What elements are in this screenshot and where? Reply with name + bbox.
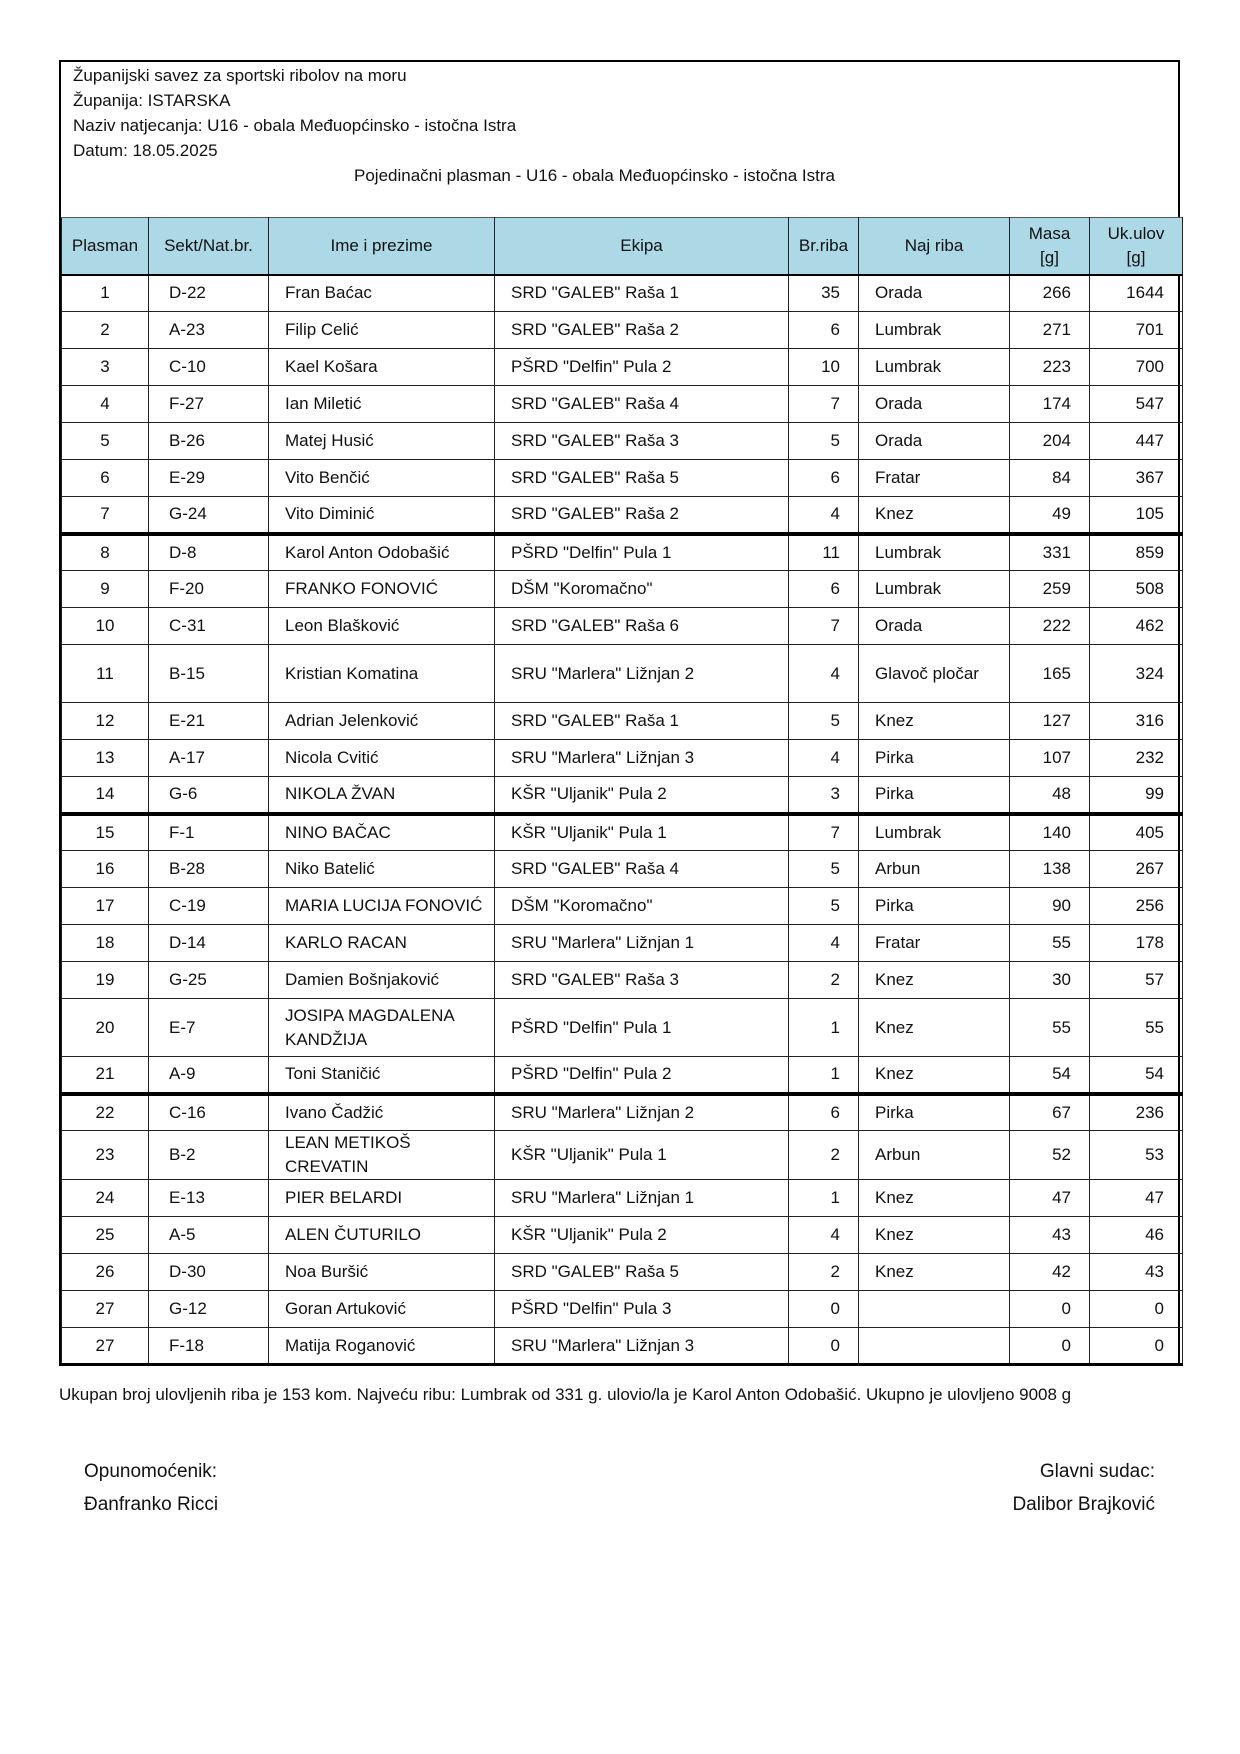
rank-cell: 24 [62, 1180, 149, 1217]
sector-cell: C-16 [149, 1094, 269, 1131]
competitor-name-cell: LEAN METIKOŠ CREVATIN [269, 1131, 495, 1180]
competitor-name-cell: Kristian Komatina [269, 645, 495, 703]
biggest-fish-cell: Knez [859, 1217, 1010, 1254]
team-cell: KŠR "Uljanik" Pula 1 [495, 814, 789, 851]
results-table-body [62, 275, 1183, 1365]
sector-cell: F-20 [149, 571, 269, 608]
total-catch-cell: 105 [1090, 497, 1183, 534]
sector-cell: D-22 [149, 275, 269, 312]
rank-cell: 23 [62, 1131, 149, 1180]
fish-count-cell: 6 [789, 571, 859, 608]
biggest-fish-cell [859, 1328, 1010, 1365]
fish-count-cell: 1 [789, 1057, 859, 1094]
fish-mass-cell: 223 [1010, 349, 1090, 386]
column-header-uk-ulov: Uk.ulov [g] [1090, 218, 1183, 275]
competitor-name-cell: Matej Husić [269, 423, 495, 460]
team-cell: KŠR "Uljanik" Pula 2 [495, 777, 789, 814]
team-cell: KŠR "Uljanik" Pula 2 [495, 1217, 789, 1254]
fish-count-cell: 4 [789, 1217, 859, 1254]
total-catch-cell: 700 [1090, 349, 1183, 386]
rank-cell: 17 [62, 888, 149, 925]
team-cell: SRU "Marlera" Ližnjan 3 [495, 740, 789, 777]
sector-cell: A-5 [149, 1217, 269, 1254]
organization-name: Županijski savez za sportski ribolov na moru [73, 66, 407, 85]
table-row [62, 423, 1183, 460]
summary-text: Ukupan broj ulovljenih riba je 153 kom. Najveću ribu: Lumbrak od 331 g. ulovio/la je Karol Anton Odobašić. Ukupno je ulovljeno 9008 g [59, 1385, 1072, 1404]
signature-authorized [84, 1460, 218, 1517]
rank-cell: 19 [62, 962, 149, 999]
head-judge-role-label: Glavni sudac: [1039, 1461, 1155, 1482]
rank-cell: 11 [62, 645, 149, 703]
sector-cell: C-19 [149, 888, 269, 925]
table-row [62, 962, 1183, 999]
competitor-name-cell: Niko Batelić [269, 851, 495, 888]
fish-mass-cell: 127 [1010, 703, 1090, 740]
table-row [62, 1291, 1183, 1328]
team-cell: SRD "GALEB" Raša 4 [495, 386, 789, 423]
biggest-fish-cell: Orada [859, 608, 1010, 645]
fish-count-cell: 10 [789, 349, 859, 386]
fish-count-cell: 5 [789, 888, 859, 925]
fish-mass-cell: 0 [1010, 1328, 1090, 1365]
total-catch-cell: 547 [1090, 386, 1183, 423]
total-catch-cell: 316 [1090, 703, 1183, 740]
biggest-fish-cell: Knez [859, 703, 1010, 740]
sector-cell: D-14 [149, 925, 269, 962]
fish-mass-cell: 107 [1010, 740, 1090, 777]
biggest-fish-cell: Pirka [859, 740, 1010, 777]
biggest-fish-cell: Knez [859, 999, 1010, 1057]
fish-mass-cell: 204 [1010, 423, 1090, 460]
fish-mass-cell: 138 [1010, 851, 1090, 888]
competitor-name-cell: Vito Diminić [269, 497, 495, 534]
fish-mass-cell: 43 [1010, 1217, 1090, 1254]
total-catch-cell: 0 [1090, 1291, 1183, 1328]
team-cell: DŠM "Koromačno" [495, 888, 789, 925]
total-catch-cell: 46 [1090, 1217, 1183, 1254]
rank-cell: 27 [62, 1291, 149, 1328]
table-row [62, 645, 1183, 703]
fish-mass-cell: 165 [1010, 645, 1090, 703]
fish-count-cell: 6 [789, 1094, 859, 1131]
rank-cell: 20 [62, 999, 149, 1057]
rank-cell: 16 [62, 851, 149, 888]
biggest-fish-cell: Glavoč pločar [859, 645, 1010, 703]
sector-cell: G-12 [149, 1291, 269, 1328]
biggest-fish-cell: Knez [859, 1254, 1010, 1291]
total-catch-cell: 47 [1090, 1180, 1183, 1217]
biggest-fish-cell [859, 1291, 1010, 1328]
biggest-fish-cell: Knez [859, 1180, 1010, 1217]
rank-cell: 14 [62, 777, 149, 814]
team-cell: PŠRD "Delfin" Pula 1 [495, 999, 789, 1057]
authorized-person-name: Đanfranko Ricci [84, 1494, 219, 1515]
signature-head-judge [1012, 1460, 1155, 1517]
column-header-naj-riba: Naj riba [859, 218, 1010, 275]
rank-cell: 3 [62, 349, 149, 386]
sector-cell: D-30 [149, 1254, 269, 1291]
fish-mass-cell: 259 [1010, 571, 1090, 608]
rank-cell: 22 [62, 1094, 149, 1131]
fish-count-cell: 6 [789, 312, 859, 349]
rank-cell: 26 [62, 1254, 149, 1291]
competitor-name-cell: KARLO RACAN [269, 925, 495, 962]
sector-cell: F-27 [149, 386, 269, 423]
sector-cell: G-25 [149, 962, 269, 999]
table-row [62, 851, 1183, 888]
sector-cell: B-15 [149, 645, 269, 703]
table-row [62, 925, 1183, 962]
competitor-name-cell: Matija Roganović [269, 1328, 495, 1365]
fish-count-cell: 7 [789, 814, 859, 851]
rank-cell: 15 [62, 814, 149, 851]
fish-mass-cell: 49 [1010, 497, 1090, 534]
biggest-fish-cell: Pirka [859, 1094, 1010, 1131]
fish-mass-cell: 84 [1010, 460, 1090, 497]
total-catch-cell: 178 [1090, 925, 1183, 962]
team-cell: SRU "Marlera" Ližnjan 2 [495, 1094, 789, 1131]
total-catch-cell: 1644 [1090, 275, 1183, 312]
table-row [62, 1254, 1183, 1291]
competitor-name-cell: Damien Bošnjaković [269, 962, 495, 999]
fish-mass-cell: 266 [1010, 275, 1090, 312]
rank-cell: 25 [62, 1217, 149, 1254]
sector-cell: B-2 [149, 1131, 269, 1180]
competitor-name-cell: Ian Miletić [269, 386, 495, 423]
competitor-name-cell: Leon Blašković [269, 608, 495, 645]
team-cell: SRD "GALEB" Raša 1 [495, 703, 789, 740]
team-cell: PŠRD "Delfin" Pula 1 [495, 534, 789, 571]
table-row [62, 814, 1183, 851]
rank-cell: 13 [62, 740, 149, 777]
table-row [62, 888, 1183, 925]
results-table [61, 217, 1183, 1366]
fish-mass-cell: 54 [1010, 1057, 1090, 1094]
rank-cell: 8 [62, 534, 149, 571]
rank-cell: 2 [62, 312, 149, 349]
table-row [62, 275, 1183, 312]
rank-cell: 1 [62, 275, 149, 312]
fish-mass-cell: 174 [1010, 386, 1090, 423]
fish-count-cell: 7 [789, 386, 859, 423]
biggest-fish-cell: Lumbrak [859, 571, 1010, 608]
fish-count-cell: 2 [789, 1254, 859, 1291]
rank-cell: 21 [62, 1057, 149, 1094]
competitor-name-cell: ALEN ČUTURILO [269, 1217, 495, 1254]
biggest-fish-cell: Orada [859, 423, 1010, 460]
biggest-fish-cell: Lumbrak [859, 814, 1010, 851]
competition-name: Naziv natjecanja: U16 - obala Međuopćinsko - istočna Istra [73, 116, 517, 135]
rank-cell: 7 [62, 497, 149, 534]
sector-cell: F-18 [149, 1328, 269, 1365]
fish-count-cell: 5 [789, 423, 859, 460]
team-cell: SRU "Marlera" Ližnjan 1 [495, 1180, 789, 1217]
fish-mass-cell: 0 [1010, 1291, 1090, 1328]
competitor-name-cell: Fran Baćac [269, 275, 495, 312]
competitor-name-cell: JOSIPA MAGDALENA KANDŽIJA [269, 999, 495, 1057]
total-catch-cell: 508 [1090, 571, 1183, 608]
team-cell: DŠM "Koromačno" [495, 571, 789, 608]
fish-mass-cell: 67 [1010, 1094, 1090, 1131]
sector-cell: A-23 [149, 312, 269, 349]
total-catch-cell: 447 [1090, 423, 1183, 460]
total-catch-cell: 55 [1090, 999, 1183, 1057]
fish-mass-cell: 48 [1010, 777, 1090, 814]
fish-mass-cell: 222 [1010, 608, 1090, 645]
sector-cell: G-24 [149, 497, 269, 534]
fish-count-cell: 7 [789, 608, 859, 645]
total-catch-cell: 57 [1090, 962, 1183, 999]
sector-cell: A-9 [149, 1057, 269, 1094]
fish-count-cell: 1 [789, 999, 859, 1057]
table-row [62, 386, 1183, 423]
team-cell: SRD "GALEB" Raša 2 [495, 312, 789, 349]
team-cell: KŠR "Uljanik" Pula 1 [495, 1131, 789, 1180]
table-row [62, 460, 1183, 497]
table-row [62, 740, 1183, 777]
total-catch-cell: 236 [1090, 1094, 1183, 1131]
biggest-fish-cell: Arbun [859, 851, 1010, 888]
competitor-name-cell: Filip Celić [269, 312, 495, 349]
fish-mass-cell: 331 [1010, 534, 1090, 571]
fish-mass-cell: 90 [1010, 888, 1090, 925]
total-catch-cell: 267 [1090, 851, 1183, 888]
table-row [62, 1131, 1183, 1180]
rank-cell: 9 [62, 571, 149, 608]
column-header-br-riba: Br.riba [789, 218, 859, 275]
table-row [62, 312, 1183, 349]
team-cell: SRD "GALEB" Raša 3 [495, 962, 789, 999]
authorized-role-label: Opunomoćenik: [84, 1461, 218, 1482]
biggest-fish-cell: Fratar [859, 925, 1010, 962]
total-catch-cell: 0 [1090, 1328, 1183, 1365]
team-cell: SRD "GALEB" Raša 5 [495, 1254, 789, 1291]
fish-mass-cell: 42 [1010, 1254, 1090, 1291]
competitor-name-cell: NIKOLA ŽVAN [269, 777, 495, 814]
biggest-fish-cell: Knez [859, 497, 1010, 534]
document-header [61, 62, 1178, 217]
table-row [62, 571, 1183, 608]
team-cell: SRU "Marlera" Ližnjan 1 [495, 925, 789, 962]
fish-count-cell: 5 [789, 703, 859, 740]
rank-cell: 12 [62, 703, 149, 740]
competitor-name-cell: Karol Anton Odobašić [269, 534, 495, 571]
team-cell: SRD "GALEB" Raša 4 [495, 851, 789, 888]
fish-count-cell: 3 [789, 777, 859, 814]
table-row [62, 1217, 1183, 1254]
total-catch-cell: 701 [1090, 312, 1183, 349]
total-catch-cell: 54 [1090, 1057, 1183, 1094]
competitor-name-cell: Nicola Cvitić [269, 740, 495, 777]
fish-count-cell: 4 [789, 740, 859, 777]
county-line: Županija: ISTARSKA [73, 91, 231, 110]
competitor-name-cell: PIER BELARDI [269, 1180, 495, 1217]
fish-count-cell: 4 [789, 497, 859, 534]
biggest-fish-cell: Fratar [859, 460, 1010, 497]
table-row [62, 1180, 1183, 1217]
team-cell: SRU "Marlera" Ližnjan 2 [495, 645, 789, 703]
competitor-name-cell: Kael Košara [269, 349, 495, 386]
fish-count-cell: 35 [789, 275, 859, 312]
fish-count-cell: 4 [789, 925, 859, 962]
fish-mass-cell: 47 [1010, 1180, 1090, 1217]
biggest-fish-cell: Orada [859, 275, 1010, 312]
table-row [62, 534, 1183, 571]
biggest-fish-cell: Lumbrak [859, 349, 1010, 386]
table-row [62, 777, 1183, 814]
table-row [62, 703, 1183, 740]
fish-mass-cell: 271 [1010, 312, 1090, 349]
sector-cell: E-21 [149, 703, 269, 740]
competitor-name-cell: Toni Staničić [269, 1057, 495, 1094]
fish-mass-cell: 55 [1010, 925, 1090, 962]
total-catch-cell: 462 [1090, 608, 1183, 645]
team-cell: SRD "GALEB" Raša 3 [495, 423, 789, 460]
sector-cell: C-10 [149, 349, 269, 386]
column-header-ekipa: Ekipa [495, 218, 789, 275]
biggest-fish-cell: Lumbrak [859, 534, 1010, 571]
total-catch-cell: 232 [1090, 740, 1183, 777]
total-catch-cell: 43 [1090, 1254, 1183, 1291]
competitor-name-cell: NINO BAČAC [269, 814, 495, 851]
table-row [62, 1094, 1183, 1131]
competitor-name-cell: Ivano Čadžić [269, 1094, 495, 1131]
column-header-sekt: Sekt/Nat.br. [149, 218, 269, 275]
fish-count-cell: 5 [789, 851, 859, 888]
head-judge-name: Dalibor Brajković [1012, 1494, 1155, 1515]
total-catch-cell: 99 [1090, 777, 1183, 814]
biggest-fish-cell: Knez [859, 962, 1010, 999]
fish-count-cell: 0 [789, 1328, 859, 1365]
team-cell: PŠRD "Delfin" Pula 2 [495, 1057, 789, 1094]
sector-cell: C-31 [149, 608, 269, 645]
fish-mass-cell: 55 [1010, 999, 1090, 1057]
sector-cell: E-13 [149, 1180, 269, 1217]
competitor-name-cell: Goran Artuković [269, 1291, 495, 1328]
biggest-fish-cell: Orada [859, 386, 1010, 423]
table-row [62, 349, 1183, 386]
document-title: Pojedinačni plasman - U16 - obala Međuopćinsko - istočna Istra [354, 166, 835, 185]
sector-cell: D-8 [149, 534, 269, 571]
competitor-name-cell: Noa Buršić [269, 1254, 495, 1291]
biggest-fish-cell: Lumbrak [859, 312, 1010, 349]
rank-cell: 18 [62, 925, 149, 962]
column-header-masa: Masa [g] [1010, 218, 1090, 275]
sector-cell: A-17 [149, 740, 269, 777]
competitor-name-cell: Vito Benčić [269, 460, 495, 497]
team-cell: PŠRD "Delfin" Pula 3 [495, 1291, 789, 1328]
fish-count-cell: 0 [789, 1291, 859, 1328]
competitor-name-cell: Adrian Jelenković [269, 703, 495, 740]
biggest-fish-cell: Knez [859, 1057, 1010, 1094]
fish-count-cell: 6 [789, 460, 859, 497]
team-cell: SRU "Marlera" Ližnjan 3 [495, 1328, 789, 1365]
total-catch-cell: 367 [1090, 460, 1183, 497]
team-cell: SRD "GALEB" Raša 5 [495, 460, 789, 497]
rank-cell: 4 [62, 386, 149, 423]
table-row [62, 497, 1183, 534]
competitor-name-cell: MARIA LUCIJA FONOVIĆ [269, 888, 495, 925]
sector-cell: B-26 [149, 423, 269, 460]
fish-count-cell: 1 [789, 1180, 859, 1217]
column-header-plasman: Plasman [62, 218, 149, 275]
sector-cell: F-1 [149, 814, 269, 851]
column-header-ime: Ime i prezime [269, 218, 495, 275]
total-catch-cell: 256 [1090, 888, 1183, 925]
team-cell: SRD "GALEB" Raša 1 [495, 275, 789, 312]
sector-cell: E-29 [149, 460, 269, 497]
fish-count-cell: 2 [789, 1131, 859, 1180]
table-row [62, 999, 1183, 1057]
competition-date: Datum: 18.05.2025 [73, 141, 218, 160]
sector-cell: B-28 [149, 851, 269, 888]
team-cell: PŠRD "Delfin" Pula 2 [495, 349, 789, 386]
team-cell: SRD "GALEB" Raša 2 [495, 497, 789, 534]
biggest-fish-cell: Arbun [859, 1131, 1010, 1180]
fish-count-cell: 2 [789, 962, 859, 999]
team-cell: SRD "GALEB" Raša 6 [495, 608, 789, 645]
total-catch-cell: 53 [1090, 1131, 1183, 1180]
results-sheet [59, 60, 1180, 1366]
fish-mass-cell: 30 [1010, 962, 1090, 999]
fish-count-cell: 4 [789, 645, 859, 703]
table-row [62, 1328, 1183, 1365]
table-row [62, 1057, 1183, 1094]
fish-count-cell: 11 [789, 534, 859, 571]
rank-cell: 10 [62, 608, 149, 645]
fish-mass-cell: 52 [1010, 1131, 1090, 1180]
fish-mass-cell: 140 [1010, 814, 1090, 851]
sector-cell: E-7 [149, 999, 269, 1057]
total-catch-cell: 859 [1090, 534, 1183, 571]
rank-cell: 6 [62, 460, 149, 497]
rank-cell: 5 [62, 423, 149, 460]
total-catch-cell: 324 [1090, 645, 1183, 703]
biggest-fish-cell: Pirka [859, 777, 1010, 814]
sector-cell: G-6 [149, 777, 269, 814]
biggest-fish-cell: Pirka [859, 888, 1010, 925]
rank-cell: 27 [62, 1328, 149, 1365]
table-header-row [62, 218, 1183, 275]
competitor-name-cell: FRANKO FONOVIĆ [269, 571, 495, 608]
total-catch-cell: 405 [1090, 814, 1183, 851]
table-row [62, 608, 1183, 645]
